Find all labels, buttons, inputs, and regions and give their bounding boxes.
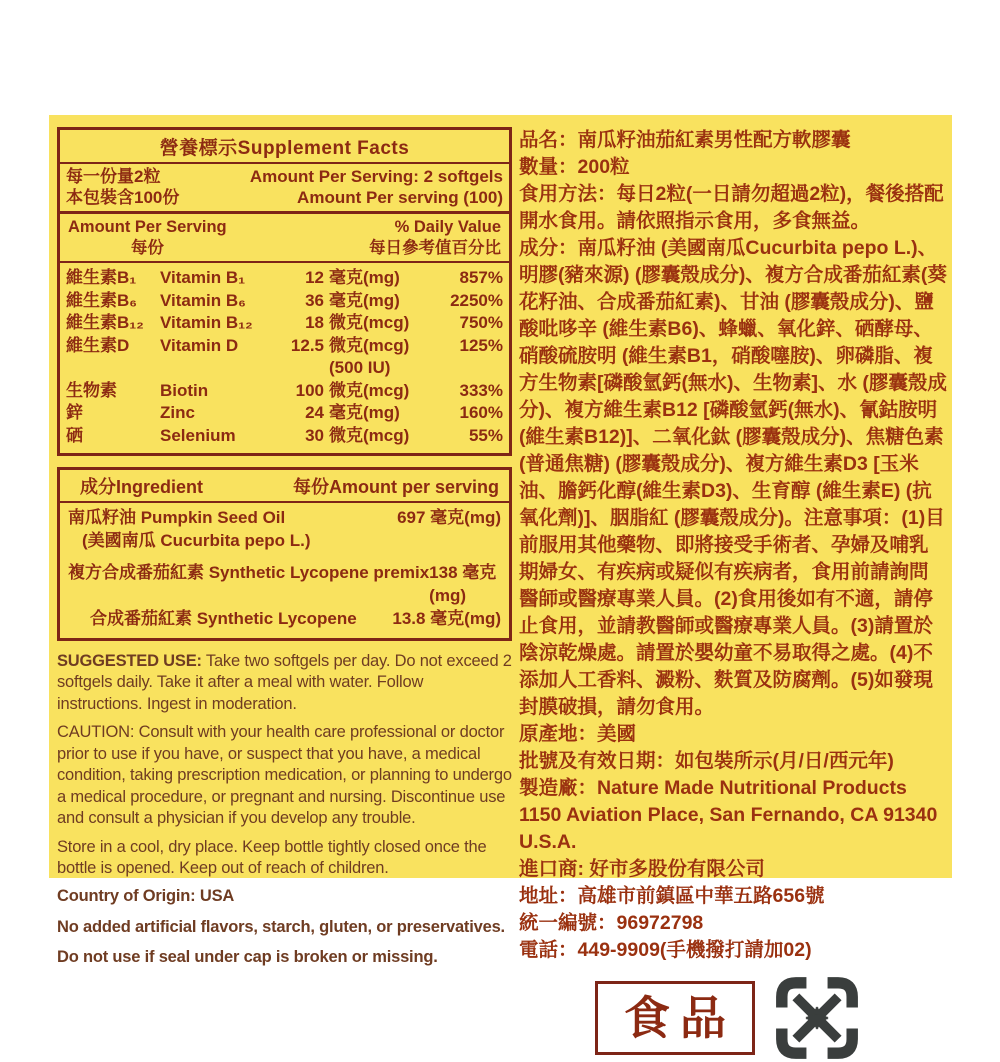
- amount-column-header: Amount Per Serving 每份: [68, 218, 227, 257]
- manufacturer-line: 製造廠：Nature Made Nutritional Products 1150 Aviation Place, San Fernando, CA 91340 U.S.A.: [519, 777, 938, 853]
- lot-expiry-line: 批號及有效日期：如包裝所示(月/日/西元年): [519, 750, 894, 772]
- table-row: 維生素B₁₂ Vitamin B₁₂ 18 微克(mcg) 750%: [66, 313, 503, 332]
- storage-paragraph: Store in a cool, dry place. Keep bottle tightly closed once the bottle is opened. Keep out of reach of children.: [57, 837, 487, 877]
- servings-per-container-en: Amount Per serving (100): [297, 188, 503, 207]
- ingredient-column-label: 成分Ingredient: [80, 477, 204, 497]
- table-row: 維生素D Vitamin D 12.5 微克(mcg) (500 IU) 125%: [66, 335, 503, 377]
- bottom-marks: [595, 974, 947, 1062]
- nutrient-rows: [60, 263, 509, 453]
- left-column: [57, 127, 512, 978]
- table-row: 鋅 Zinc 24 毫克(mg) 160%: [66, 403, 503, 422]
- ingredient-table-body: [60, 503, 509, 638]
- tax-id-line: 統一編號：96972798: [519, 912, 704, 934]
- no-additives-note: No added artificial flavors, starch, gluten, or preservatives.: [57, 917, 505, 936]
- ingredient-table-header: [60, 470, 509, 503]
- table-row: 合成番茄紅素 Synthetic Lycopene 13.8 毫克(mg): [90, 609, 501, 628]
- ingredient-table: [57, 467, 512, 641]
- column-headers: [60, 214, 509, 263]
- origin-line: 原產地：美國: [519, 723, 637, 745]
- daily-value-column-header: % Daily Value 每日參考值百分比: [369, 218, 501, 257]
- servings-per-container-zh: 本包裝含100份: [66, 188, 180, 207]
- recycle-icon: [770, 974, 864, 1062]
- ingredient-species-note: (美國南瓜 Cucurbita pepo L.): [82, 531, 311, 550]
- amount-column-label: 每份Amount per serving: [292, 477, 499, 497]
- serving-size-zh: 每一份量2粒: [66, 167, 161, 186]
- suggested-use-paragraph: SUGGESTED USE: Take two softgels per day. Do not exceed 2 softgels daily. Take it after a meal with water. Follow instructions. Ingest in moderation.: [57, 652, 512, 713]
- serving-size-en: Amount Per Serving: 2 softgels: [249, 167, 503, 186]
- serving-row: [66, 166, 503, 187]
- address-line: 地址：高雄市前鎮區中華五路656號: [519, 885, 825, 907]
- serving-row: [66, 187, 503, 208]
- supplement-facts-title: 營養標示Supplement Facts: [60, 130, 509, 164]
- phone-line: 電話：449-9909(手機撥打請加02): [519, 939, 812, 961]
- spacer: [68, 552, 501, 561]
- caution-paragraph: CAUTION: Consult with your health care professional or doctor prior to use if you have, or suspect that you have, a medical condition, taking prescription medication, or planning to undergo a medical procedure, or pregnant and nursing. Discontinue use and consult a physician if you develop any trouble.: [57, 723, 512, 828]
- table-row: 維生素B₁ Vitamin B₁ 12 毫克(mg) 857%: [66, 268, 503, 287]
- food-category-mark: 食品: [595, 981, 755, 1055]
- product-name: 品名：南瓜籽油茄紅素男性配方軟膠囊: [519, 129, 851, 151]
- table-row: 生物素 Biotin 100 微克(mcg) 333%: [66, 380, 503, 400]
- table-row: 硒 Selenium 30 微克(mcg) 55%: [66, 425, 503, 445]
- country-of-origin: Country of Origin: USA: [57, 887, 235, 906]
- usage-section: [57, 651, 512, 969]
- directions: 食用方法：每日2粒(一日請勿超過2粒)，餐後搭配開水食用。請依照指示食用，多食無益。: [519, 183, 944, 232]
- importer-line: 進口商: 好市多股份有限公司: [519, 858, 765, 880]
- ingredients-and-precautions: 成分：南瓜籽油 (美國南瓜Cucurbita pepo L.)、明膠(豬來源) (膠囊殼成分)、複方合成番茄紅素(葵花籽油、合成番茄紅素)、甘油 (膠囊殼成分)、鹽酸吡哆辛 (維生素B6)、蜂蠟、氧化鋅、硒酵母、硝酸硫胺明 (維生素B1，硝酸噻胺)、卵磷脂、複方生物素[磷酸氫鈣(無水)、生物素]、水 (膠囊殼成分)、複方維生素B12 [磷酸氫鈣(無水)、氰鈷胺明 (維生素B12)]、二氧化鈦 (膠囊殼成分)、焦糖色素(普通焦糖) (膠囊殼成分)、複方維生素D3 [玉米油、膽鈣化醇(維生素D3)、生育醇 (維生素E) (抗氧化劑)]、胭脂紅 (膠囊殼成分)。注意事項：(1)目前服用其他藥物、即將接受手術者、孕婦及哺乳期婦女、有疾病或疑似有疾病者，食用前請詢問醫師或醫療專業人員。(2)食用後如有不適，請停止食用，並請教醫師或醫療專業人員。(3)請置於陰涼乾燥處。請置於嬰幼童不易取得之處。(4)不添加人工香料、澱粉、麩質及防腐劑。(5)如發現封膜破損，請勿食用。: [519, 237, 947, 718]
- right-column: [519, 127, 947, 1062]
- supplement-facts-table: [57, 127, 512, 456]
- quantity: 數量：200粒: [519, 156, 630, 178]
- supplement-label: [49, 115, 952, 1044]
- table-row: 南瓜籽油 Pumpkin Seed Oil 697 毫克(mg): [68, 508, 501, 527]
- table-row: 複方合成番茄紅素 Synthetic Lycopene premix 138 毫克(mg): [68, 563, 497, 605]
- table-row: 維生素B₆ Vitamin B₆ 36 毫克(mg) 2250%: [66, 290, 503, 310]
- serving-info: [60, 164, 509, 214]
- seal-warning: Do not use if seal under cap is broken or missing.: [57, 948, 438, 967]
